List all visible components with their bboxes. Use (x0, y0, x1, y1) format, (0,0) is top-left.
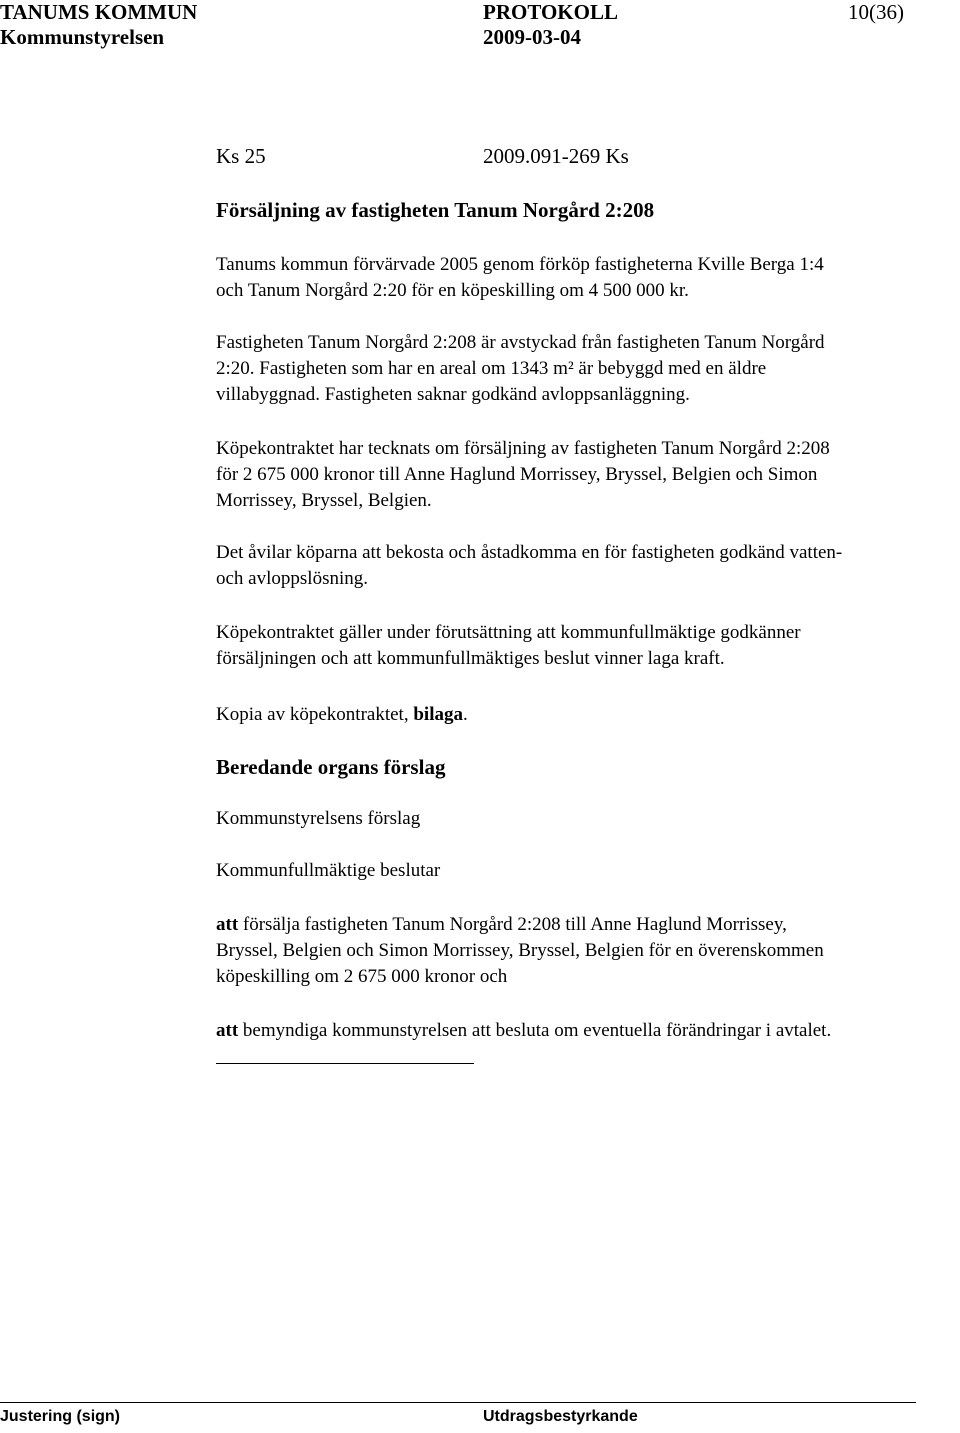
doc-type: PROTOKOLL (483, 0, 618, 24)
text-line: Morrissey, Bryssel, Belgien. (216, 490, 432, 511)
att-keyword: att (216, 914, 239, 935)
text-line: Köpekontraktet har tecknats om försäljning av fastigheten Tanum Norgård 2:208 (216, 438, 830, 459)
paragraph-obligation (216, 540, 946, 592)
attachment-text: Kopia av köpekontraktet, (216, 704, 414, 725)
org-name: TANUMS KOMMUN (0, 0, 198, 24)
att-text: försälja fastigheten Tanum Norgård 2:208 till Anne Haglund Morrissey, (238, 914, 787, 935)
decision-att-1 (216, 912, 946, 990)
meeting-date: 2009-03-04 (483, 25, 581, 49)
decision-att-2 (216, 1018, 946, 1044)
proposal-subheading: Kommunstyrelsens förslag (216, 808, 421, 829)
paragraph-attachment (216, 702, 946, 728)
footer-rule (0, 1402, 916, 1403)
text-line (216, 702, 946, 728)
text-line: försäljningen och att kommunfullmäktiges beslut vinner laga kraft. (216, 648, 725, 669)
case-number: Ks 25 (216, 144, 266, 168)
text-line: Bryssel, Belgien och Simon Morrissey, Bryssel, Belgien för en överenskommen (216, 940, 824, 961)
case-title: Försäljning av fastigheten Tanum Norgård 2:208 (216, 198, 655, 222)
attachment-period: . (462, 704, 468, 725)
attachment-label: bilaga (413, 704, 463, 725)
case-reference: 2009.091-269 Ks (483, 144, 629, 168)
text-line: och Tanum Norgård 2:20 för en köpeskilling om 4 500 000 kr. (216, 280, 689, 301)
text-line: villabyggnad. Fastigheten saknar godkänd avloppsanläggning. (216, 384, 690, 405)
text-line: Köpekontraktet gäller under förutsättning att kommunfullmäktige godkänner (216, 622, 801, 643)
page-number: 10(36) (848, 0, 904, 24)
att-text: bemyndiga kommunstyrelsen att besluta om eventuella förändringar i avtalet. (238, 1020, 832, 1041)
footer-utdrag: Utdragsbestyrkande (483, 1408, 638, 1425)
text-line: för 2 675 000 kronor till Anne Haglund Morrissey, Bryssel, Belgien och Simon (216, 464, 818, 485)
text-line (216, 1018, 946, 1044)
text-line (216, 912, 946, 938)
att-keyword: att (216, 1020, 239, 1041)
paragraph-contract (216, 436, 946, 514)
paragraph-property (216, 330, 946, 408)
committee-name: Kommunstyrelsen (0, 25, 165, 49)
text-line: Fastigheten Tanum Norgård 2:208 är avstyckad från fastigheten Tanum Norgård (216, 332, 825, 353)
footer-justering: Justering (sign) (0, 1408, 121, 1425)
text-line: 2:20. Fastigheten som har en areal om 1343 m² är bebyggd med en äldre (216, 358, 767, 379)
paragraph-condition (216, 620, 946, 672)
end-rule (216, 1063, 474, 1064)
proposal-heading: Beredande organs förslag (216, 755, 446, 779)
text-line: köpeskilling om 2 675 000 kronor och (216, 966, 508, 987)
decision-intro: Kommunfullmäktige beslutar (216, 860, 441, 881)
text-line: Tanums kommun förvärvade 2005 genom förköp fastigheterna Kville Berga 1:4 (216, 254, 824, 275)
text-line: Det åvilar köparna att bekosta och åstadkomma en för fastigheten godkänd vatten- (216, 542, 843, 563)
paragraph-acquisition (216, 252, 946, 304)
text-line: och avloppslösning. (216, 568, 368, 589)
